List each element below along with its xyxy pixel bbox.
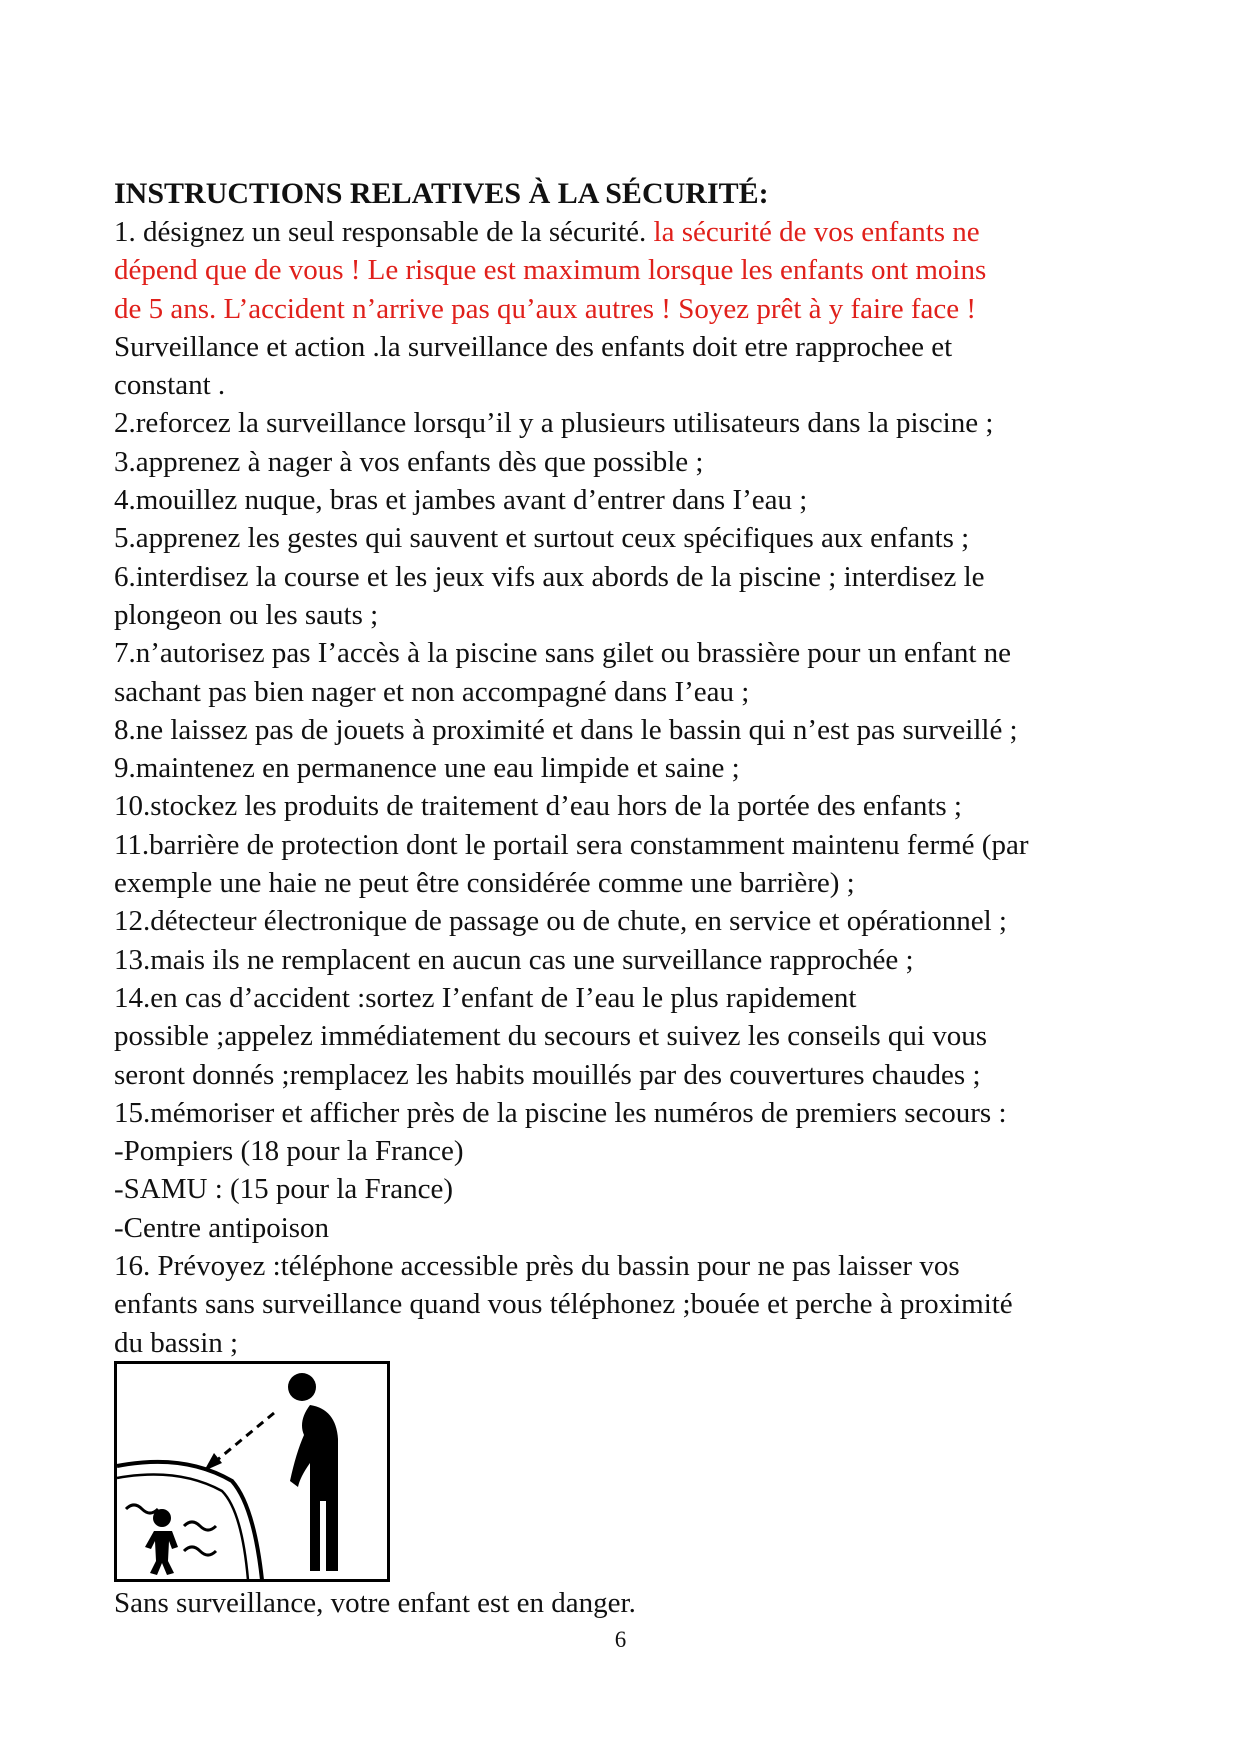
section-title: INSTRUCTIONS RELATIVES À LA SÉCURITÉ:	[114, 177, 769, 210]
text-line: enfants sans surveillance quand vous téléphonez ;bouée et perche à proximité	[114, 1288, 1013, 1321]
text-line: 6.interdisez la course et les jeux vifs aux abords de la piscine ; interdisez le	[114, 560, 985, 593]
instruction-line-1	[114, 213, 1174, 251]
page-number: 6	[614, 1627, 627, 1652]
text-line: plongeon ou les sauts ;	[114, 598, 379, 631]
figure-caption: Sans surveillance, votre enfant est en danger.	[114, 1587, 636, 1619]
adult-watching-child-in-pool-icon	[114, 1361, 390, 1582]
text-line: -Centre antipoison	[114, 1211, 330, 1244]
text-line: 11.barrière de protection dont le portail sera constamment maintenu fermé (par	[114, 828, 1029, 861]
text-line: Surveillance et action .la surveillance des enfants doit etre rapprochee et	[114, 330, 953, 363]
text-line: -SAMU : (15 pour la France)	[114, 1173, 454, 1206]
warning-text-2: dépend que de vous ! Le risque est maximum lorsque les enfants ont moins	[114, 254, 987, 287]
text-line: du bassin ;	[114, 1326, 239, 1359]
text-line: 7.n’autorisez pas I’accès à la piscine sans gilet ou brassière pour un enfant ne	[114, 637, 1012, 670]
text-line: 14.en cas d’accident :sortez I’enfant de I’eau le plus rapidement	[114, 981, 857, 1014]
text-line: 9.maintenez en permanence une eau limpide et saine ;	[114, 752, 740, 785]
instructions-body	[114, 213, 1174, 1362]
text-line: possible ;appelez immédiatement du secours et suivez les conseils qui vous	[114, 1020, 988, 1053]
text-line: 13.mais ils ne remplacent en aucun cas une surveillance rapprochée ;	[114, 943, 914, 976]
text-line: 4.mouillez nuque, bras et jambes avant d’entrer dans I’eau ;	[114, 484, 808, 517]
text-line: 8.ne laissez pas de jouets à proximité et dans le bassin qui n’est pas surveillé ;	[114, 713, 1018, 746]
document-page	[114, 175, 1174, 1362]
text-line: 5.apprenez les gestes qui sauvent et surtout ceux spécifiques aux enfants ;	[114, 522, 970, 555]
warning-text-3: de 5 ans. L’accident n’arrive pas qu’aux autres ! Soyez prêt à y faire face !	[114, 292, 977, 325]
text-line: seront donnés ;remplacez les habits mouillés par des couvertures chaudes ;	[114, 1058, 981, 1091]
text-line: 12.détecteur électronique de passage ou de chute, en service et opérationnel ;	[114, 905, 1007, 938]
text-line: exemple une haie ne peut être considérée comme une barrière) ;	[114, 867, 855, 900]
intro-text: 1. désignez un seul responsable de la sécurité.	[114, 216, 654, 248]
text-line: 2.reforcez la surveillance lorsqu’il y a plusieurs utilisateurs dans la piscine ;	[114, 407, 994, 440]
warning-text-1: la sécurité de vos enfants ne	[653, 216, 980, 248]
text-line: 3.apprenez à nager à vos enfants dès que possible ;	[114, 445, 704, 478]
text-line: 16. Prévoyez :téléphone accessible près du bassin pour ne pas laisser vos	[114, 1250, 960, 1283]
text-line: -Pompiers (18 pour la France)	[114, 1135, 464, 1168]
text-line: constant .	[114, 369, 226, 402]
text-line: 10.stockez les produits de traitement d’eau hors de la portée des enfants ;	[114, 790, 962, 823]
text-line: 15.mémoriser et afficher près de la piscine les numéros de premiers secours :	[114, 1096, 1007, 1129]
text-line: sachant pas bien nager et non accompagné dans I’eau ;	[114, 675, 750, 708]
